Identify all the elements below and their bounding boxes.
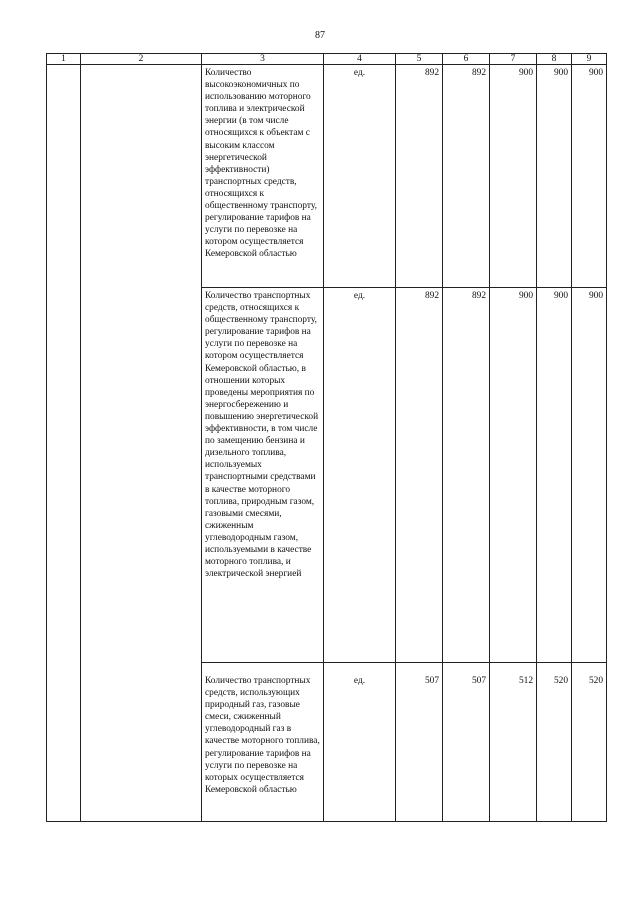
value-cell-5: 507 xyxy=(396,663,443,822)
column-header-1: 1 xyxy=(47,54,81,65)
value-cell-7: 900 xyxy=(490,288,537,663)
unit-cell: ед. xyxy=(324,663,396,822)
column-header-3: 3 xyxy=(202,54,324,65)
unit-cell: ед. xyxy=(324,65,396,288)
column-header-7: 7 xyxy=(490,54,537,65)
value-cell-6: 892 xyxy=(443,288,490,663)
page-number: 87 xyxy=(315,30,325,41)
value-cell-9: 520 xyxy=(572,663,607,822)
value-cell-6: 507 xyxy=(443,663,490,822)
header-row xyxy=(47,54,607,65)
value-cell-5: 892 xyxy=(396,65,443,288)
value-cell-8: 520 xyxy=(537,663,572,822)
value-cell-8: 900 xyxy=(537,288,572,663)
unit-cell: ед. xyxy=(324,288,396,663)
indicator-cell: Количество высокоэкономичных по использованию моторного топлива и электрической энергии (в том числе относящихся к объектам с высоким классом энергетической эффективности) транспортных средств, относящихся к общественному транспорту, регулирование тарифов на услуги по перевозке на котором осуществляется Кемеровской областью xyxy=(202,65,324,288)
column-header-6: 6 xyxy=(443,54,490,65)
value-cell-8: 900 xyxy=(537,65,572,288)
value-cell-6: 892 xyxy=(443,65,490,288)
value-cell-9: 900 xyxy=(572,65,607,288)
column-header-9: 9 xyxy=(572,54,607,65)
value-cell-9: 900 xyxy=(572,288,607,663)
value-cell-7: 512 xyxy=(490,663,537,822)
cell-col-1-empty xyxy=(47,65,81,822)
column-header-8: 8 xyxy=(537,54,572,65)
value-cell-5: 892 xyxy=(396,288,443,663)
table-row xyxy=(47,65,607,288)
column-header-5: 5 xyxy=(396,54,443,65)
value-cell-7: 900 xyxy=(490,65,537,288)
indicator-cell: Количество транспортных средств, относящихся к общественному транспорту, регулирование тарифов на услуги по перевозке на котором осуществляется Кемеровской областью, в отношении которых проведены мероприятия по энергосбережению и повышению энергетической эффективности, в том числе по замещению бензина и дизельного топлива, используемых транспортными средствами в качестве моторного топлива, природным газом, газовыми смесями, сжиженным углеводородным газом, используемыми в качестве моторного топлива, и электрической энергией xyxy=(202,288,324,663)
column-header-4: 4 xyxy=(324,54,396,65)
indicator-cell: Количество транспортных средств, использующих природный газ, газовые смеси, сжиженный углеводородный газ в качестве моторного топлива, регулирование тарифов на услуги по перевозке на которых осуществляется Кемеровской областью xyxy=(202,663,324,822)
cell-col-2-empty xyxy=(81,65,202,822)
indicators-table xyxy=(46,53,607,822)
column-header-2: 2 xyxy=(81,54,202,65)
